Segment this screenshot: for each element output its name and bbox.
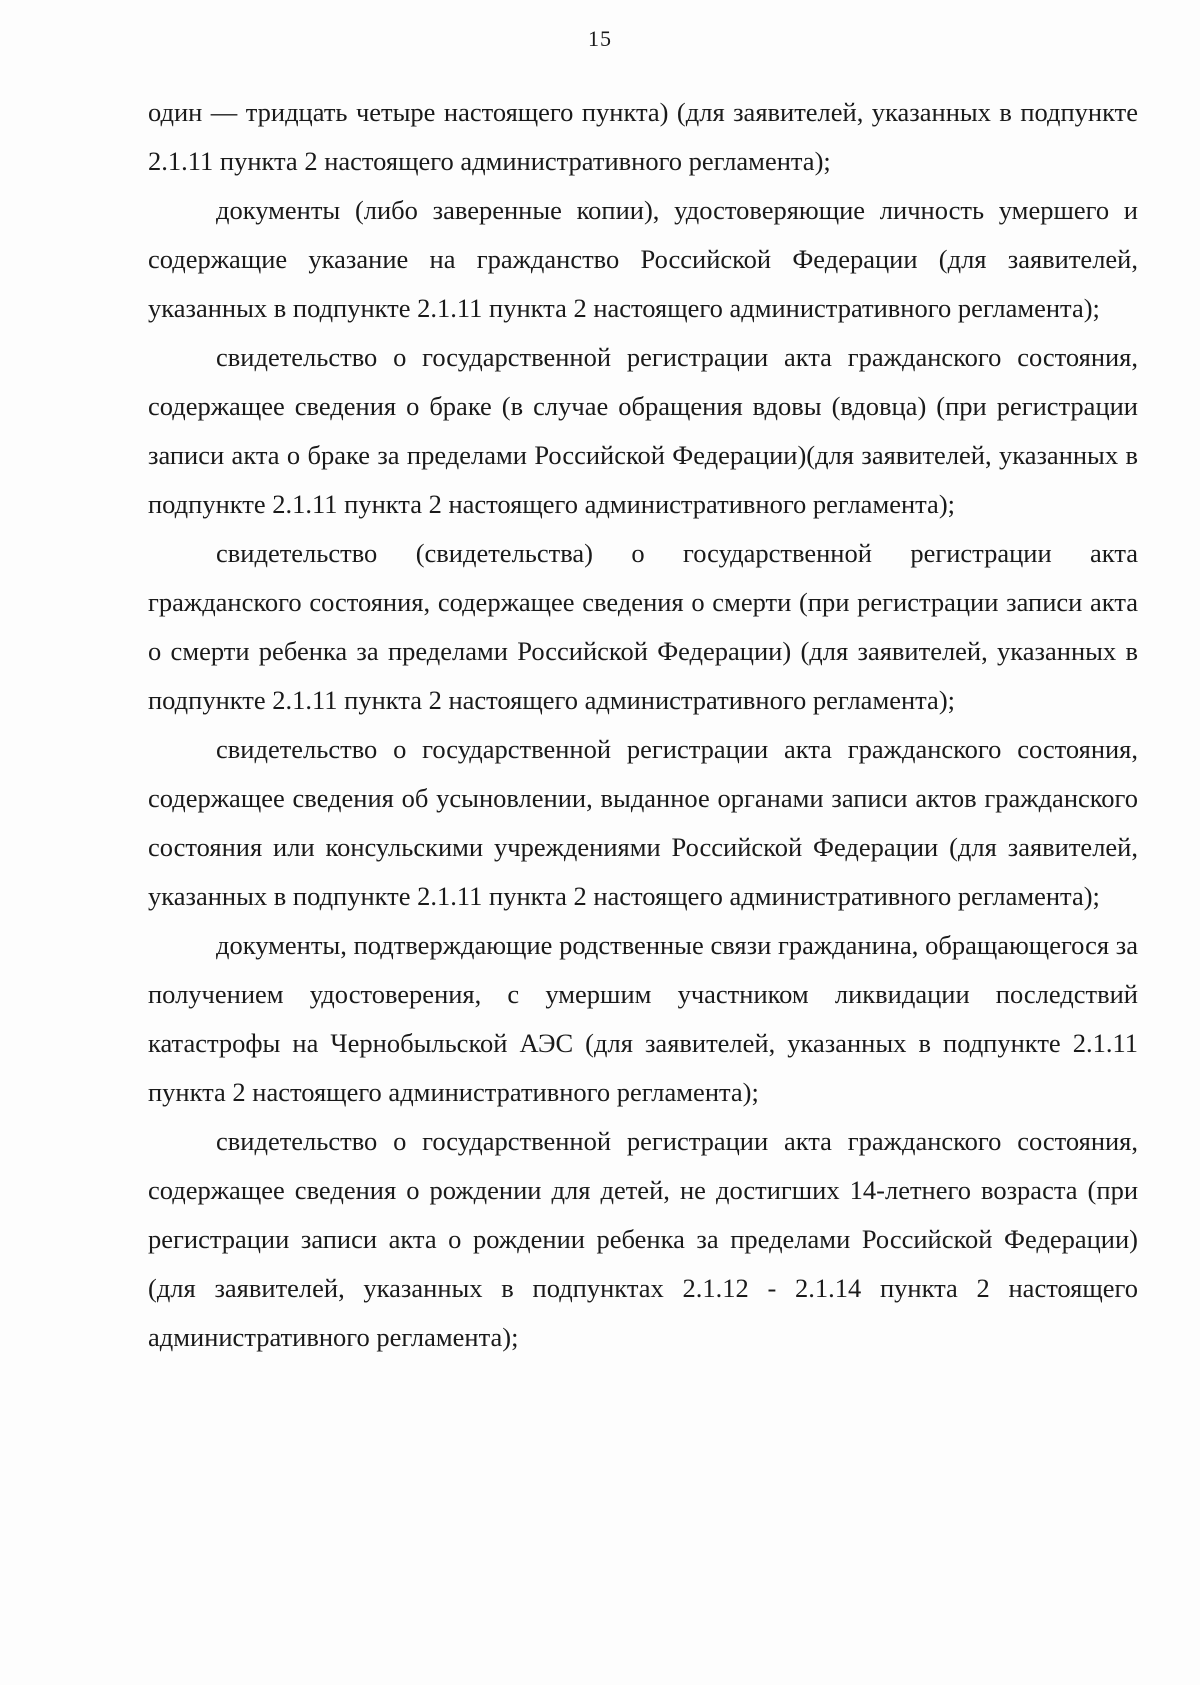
paragraph-3: свидетельство о государственной регистрации акта гражданского состояния, содержащее сведения о браке (в случае обращения вдовы (вдовца) (при регистрации записи акта о браке за пределами Российской Федерации)(для заявителей, указанных в подпункте 2.1.11 пункта 2 настоящего административного регламента); (148, 342, 1138, 519)
paragraph-2: документы (либо заверенные копии), удостоверяющие личность умершего и содержащие указание на гражданство Российской Федерации (для заявителей, указанных в подпункте 2.1.11 пункта 2 настоящего административного регламента); (148, 195, 1138, 323)
page-number: 15 (588, 26, 612, 51)
paragraph-7: свидетельство о государственной регистрации акта гражданского состояния, содержащее сведения о рождении для детей, не достигших 14-летнего возраста (при регистрации записи акта о рождении ребенка за пределами Российской Федерации) (для заявителей, указанных в подпунктах 2.1.12 - 2.1.14 пункта 2 настоящего административного регламента); (148, 1126, 1138, 1352)
document-body (148, 88, 1138, 1362)
paragraph-5: свидетельство о государственной регистрации акта гражданского состояния, содержащее сведения об усыновлении, выданное органами записи актов гражданского состояния или консульскими учреждениями Российской Федерации (для заявителей, указанных в подпункте 2.1.11 пункта 2 настоящего административного регламента); (148, 734, 1138, 911)
paragraph-4: свидетельство (свидетельства) о государственной регистрации акта гражданского состояния, содержащее сведения о смерти (при регистрации записи акта о смерти ребенка за пределами Российской Федерации) (для заявителей, указанных в подпункте 2.1.11 пункта 2 настоящего административного регламента); (148, 538, 1138, 715)
paragraph-6: документы, подтверждающие родственные связи гражданина, обращающегося за получением удостоверения, с умершим участником ликвидации последствий катастрофы на Чернобыльской АЭС (для заявителей, указанных в подпункте 2.1.11 пункта 2 настоящего административного регламента); (148, 930, 1138, 1107)
paragraph-1: один — тридцать четыре настоящего пункта) (для заявителей, указанных в подпункте 2.1.11 пункта 2 настоящего административного регламента); (148, 97, 1138, 176)
